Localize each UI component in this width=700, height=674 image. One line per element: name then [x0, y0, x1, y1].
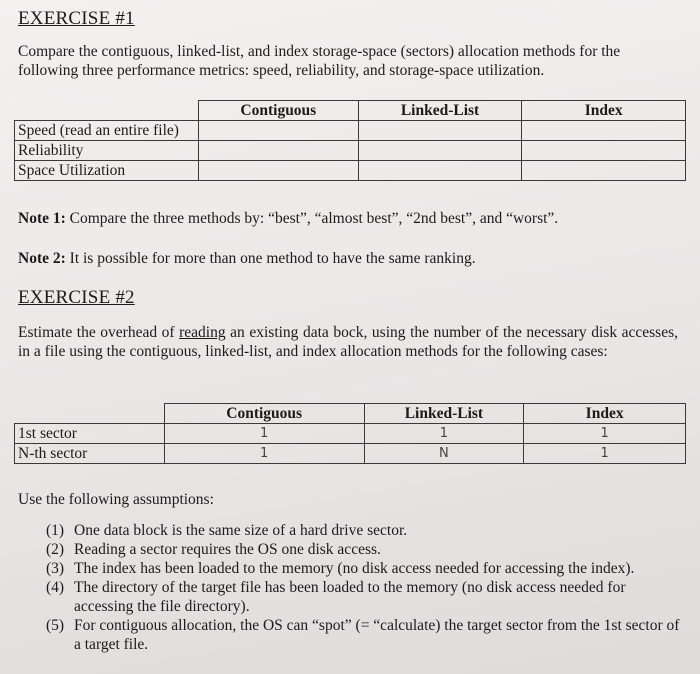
note-1 [18, 209, 678, 228]
note-1-text: Compare the three methods by: “best”, “almost best”, “2nd best”, and “worst”. [69, 210, 559, 227]
table-cell [198, 141, 358, 161]
note-1-label: Note 1: [18, 210, 66, 227]
column-header-linked-list: Linked-List [364, 404, 524, 424]
handwritten-answer: 1 [524, 424, 686, 444]
note-2-text: It is possible for more than one method to have the same ranking. [69, 250, 476, 267]
table-header-row [15, 404, 686, 424]
row-label-1st-sector: 1st sector [15, 424, 165, 444]
exercise-2-intro [18, 323, 678, 361]
intro-text-end: an existing data bock, using the number of the necessary disk accesses, in a file using the contiguous, linked-list, and index allocation methods for the following cases: [18, 324, 679, 360]
note-2 [18, 249, 678, 268]
item-text: The index has been loaded to the memory (no disk access needed for accessing the index). [74, 560, 635, 577]
exercise-1-table [14, 100, 686, 181]
handwritten-answer: 1 [164, 424, 364, 444]
column-header-index: Index [522, 101, 686, 121]
handwritten-answer: 1 [364, 424, 524, 444]
assumptions-title: Use the following assumptions: [18, 491, 214, 508]
intro-reading-underlined: reading [179, 324, 226, 341]
assumptions-list [46, 521, 684, 654]
table-cell [358, 141, 522, 161]
list-item [46, 559, 684, 578]
item-text: Reading a sector requires the OS one disk access. [74, 541, 381, 558]
item-text: For contiguous allocation, the OS can “spot” (= “calculate) the target sector from the 1st sector of a target file. [74, 617, 680, 653]
table-row [15, 141, 686, 161]
exercise-2-heading: EXERCISE #2 [18, 287, 135, 308]
column-header-contiguous: Contiguous [198, 101, 358, 121]
handwritten-answer: 1 [164, 444, 364, 464]
exercise-2-table [14, 403, 686, 464]
row-label-reliability: Reliability [15, 141, 199, 161]
table-cell [198, 161, 358, 181]
item-number: (3) [46, 560, 65, 577]
table-row [15, 424, 686, 444]
exercise-1-heading: EXERCISE #1 [18, 8, 135, 29]
row-label-speed: Speed (read an entire file) [15, 121, 199, 141]
table-header-row [15, 101, 686, 121]
column-header-linked-list: Linked-List [358, 101, 522, 121]
item-number: (2) [46, 541, 65, 558]
list-item [46, 616, 684, 654]
item-text: The directory of the target file has been loaded to the memory (no disk access needed for accessing the file directory). [74, 579, 626, 615]
row-label-nth-sector: N-th sector [15, 444, 165, 464]
table-row [15, 121, 686, 141]
column-header-index: Index [524, 404, 686, 424]
list-item [46, 540, 684, 559]
list-item [46, 578, 684, 616]
handwritten-answer: N [364, 444, 524, 464]
intro-text-start: Estimate the overhead of [18, 324, 180, 341]
table-cell [522, 121, 686, 141]
table-cell [522, 161, 686, 181]
table-cell [198, 121, 358, 141]
column-header-contiguous: Contiguous [164, 404, 364, 424]
handwritten-answer: 1 [524, 444, 686, 464]
item-number: (1) [46, 522, 65, 539]
table-corner-cell [15, 101, 199, 121]
item-text: One data block is the same size of a hard drive sector. [74, 522, 408, 539]
table-row [15, 161, 686, 181]
table-cell [522, 141, 686, 161]
row-label-space-utilization: Space Utilization [15, 161, 199, 181]
table-corner-cell [15, 404, 165, 424]
table-cell [358, 161, 522, 181]
table-cell [358, 121, 522, 141]
list-item [46, 521, 684, 540]
item-number: (5) [46, 617, 65, 634]
exercise-1-intro: Compare the contiguous, linked-list, and index storage-space (sectors) allocation methods for the following three performance metrics: speed, reliability, and storage-space utilization. [18, 43, 621, 79]
note-2-label: Note 2: [18, 250, 66, 267]
table-row [15, 444, 686, 464]
item-number: (4) [46, 579, 65, 596]
